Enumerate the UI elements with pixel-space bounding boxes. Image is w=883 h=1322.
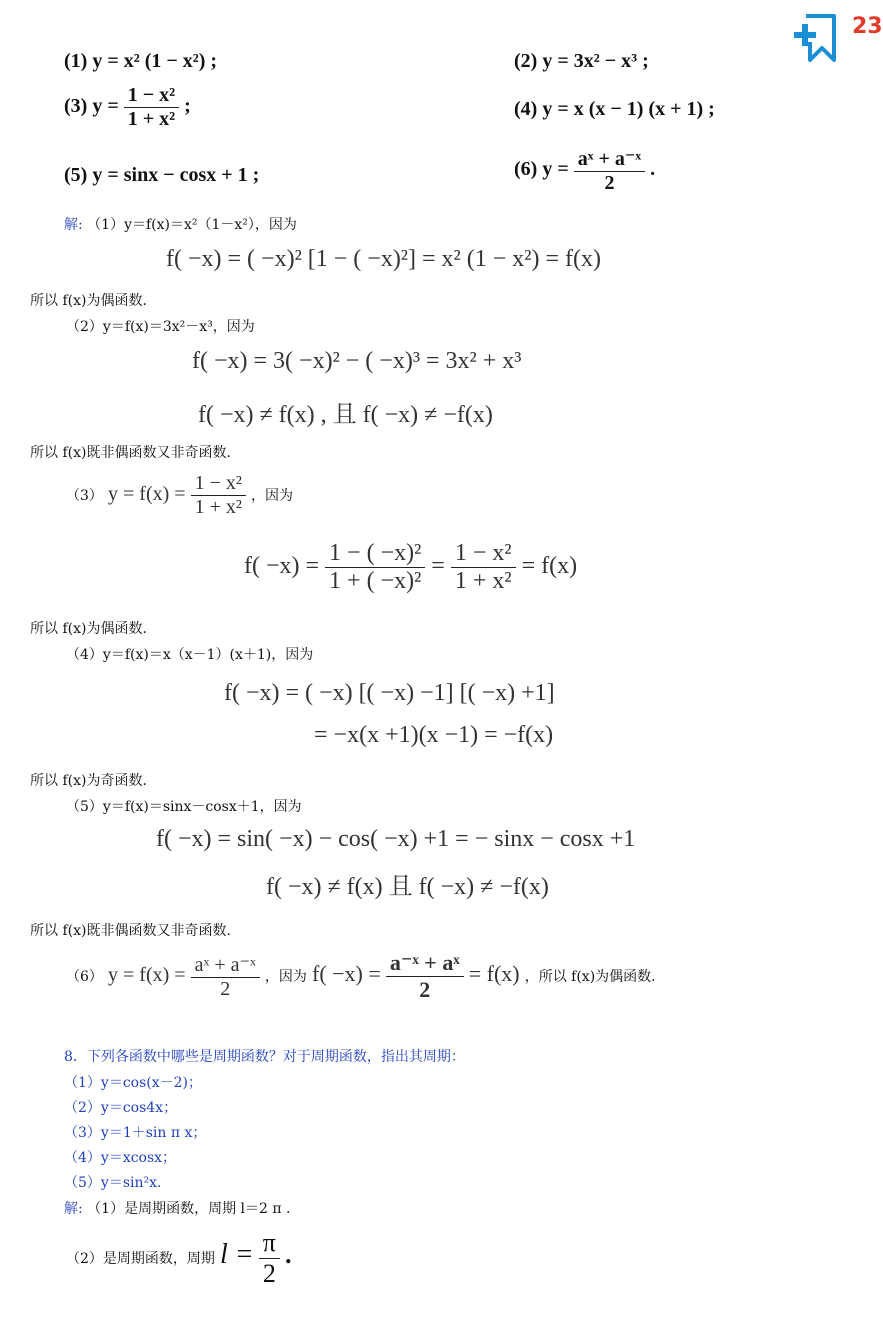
problem-label: (2) [514, 50, 538, 72]
fraction [191, 472, 246, 519]
problem-5 [64, 164, 259, 187]
answer-lhs: l = [220, 1239, 254, 1270]
answer-label: 解: [64, 1201, 83, 1217]
denominator: 2 [220, 978, 231, 1000]
problem-2 [514, 50, 649, 73]
answer-text: （2）是周期函数，周期 [66, 1251, 215, 1267]
problem-expr: y = x² (1 − x²) ; [92, 50, 218, 72]
question-8-item: （1）y＝cos(x－2)； [64, 1075, 202, 1091]
solution-1-conclusion: 所以 f(x)为偶函数. [30, 293, 147, 309]
answer-text: （1）是周期函数，周期 l＝2 π . [87, 1201, 291, 1217]
solution-1-math: f( −x) = ( −x)² [1 − ( −x)²] = x² (1 − x²) = f(x) [166, 246, 601, 272]
problem-label: (3) [64, 95, 88, 118]
problem-6 [514, 146, 655, 195]
fraction [124, 84, 179, 131]
numerator: aˣ + a⁻ˣ [191, 952, 260, 978]
denominator: 1 + ( −x)² [329, 568, 422, 594]
numerator: aˣ + a⁻ˣ [574, 146, 645, 172]
solution-1-line [64, 214, 297, 234]
numerator: 1 − x² [451, 540, 516, 568]
math-eq: = [431, 553, 445, 580]
question-8-item: （5）y＝sin²x. [64, 1175, 162, 1191]
solution-4-math-1: f( −x) = ( −x) [( −x) −1] [( −x) +1] [224, 680, 555, 706]
solution-2-math-2: f( −x) ≠ f(x) , 且 f( −x) ≠ −f(x) [198, 402, 493, 428]
solution-5-math-1: f( −x) = sin( −x) − cos( −x) +1 = − sinx − cosx +1 [156, 826, 636, 852]
math-rhs: = f(x) [521, 553, 578, 580]
solution-2-line: （2）y＝f(x)＝3x²－x³，因为 [66, 319, 255, 335]
solution-label: （6） [66, 969, 103, 985]
denominator: 2 [604, 172, 615, 194]
question-8-answer-1 [64, 1198, 290, 1218]
solution-4-conclusion: 所以 f(x)为奇函数. [30, 773, 147, 789]
problem-label: (1) [64, 50, 88, 72]
solution-2-math-1: f( −x) = 3( −x)² − ( −x)³ = 3x² + x³ [192, 348, 522, 374]
question-8-title: 8．下列各函数中哪些是周期函数？对于周期函数，指出其周期： [64, 1049, 465, 1065]
numerator: π [259, 1228, 280, 1259]
math-lhs: f( −x) = [244, 553, 320, 580]
fraction [386, 950, 464, 1003]
problem-expr: y = x (x − 1) (x + 1) ; [542, 98, 715, 120]
solution-5-line: （5）y＝f(x)＝sinx－cosx＋1，因为 [66, 799, 302, 815]
solution-6-line [66, 950, 656, 1003]
problem-4 [514, 98, 715, 121]
problem-label: (6) [514, 158, 538, 181]
solution-lhs: y = f(x) = [108, 964, 186, 986]
solution-mid: ，因为 [264, 969, 307, 985]
question-8-item: （4）y＝xcosx； [64, 1150, 177, 1166]
math-lhs: f( −x) = [312, 961, 381, 986]
numerator: a⁻ˣ + aˣ [386, 950, 464, 977]
solution-text: （1）y＝f(x)＝x²（1－x²），因为 [87, 217, 297, 233]
problem-lhs: y = [542, 158, 569, 181]
solution-3-conclusion: 所以 f(x)为偶函数. [30, 621, 147, 637]
numerator: 1 − ( −x)² [325, 540, 425, 568]
problem-expr: y = sinx − cosx + 1 ; [92, 164, 260, 186]
problem-3 [64, 84, 191, 131]
problem-label: (5) [64, 164, 88, 186]
solution-lhs: y = f(x) = [108, 483, 186, 505]
solution-5-math-2: f( −x) ≠ f(x) 且 f( −x) ≠ −f(x) [266, 874, 549, 900]
problem-tail: . [650, 158, 656, 181]
denominator: 1 + x² [127, 108, 176, 130]
question-8-item: （2）y＝cos4x； [64, 1100, 178, 1116]
fraction [191, 952, 260, 1001]
problem-label: (4) [514, 98, 538, 120]
fraction [259, 1228, 280, 1289]
denominator: 1 + x² [454, 568, 512, 594]
page-number: 23 [852, 14, 883, 39]
numerator: 1 − x² [191, 472, 246, 496]
problem-expr: y = 3x² − x³ ; [542, 50, 649, 72]
solution-tail: ，因为 [251, 488, 294, 504]
solution-label: 解: [64, 217, 83, 233]
solution-4-line: （4）y＝f(x)＝x（x－1）(x＋1)，因为 [66, 647, 314, 663]
bookmark-plus-icon[interactable] [792, 12, 838, 64]
numerator: 1 − x² [124, 84, 179, 108]
solution-4-math-2: = −x(x +1)(x −1) = −f(x) [314, 722, 554, 748]
question-8-item: （3）y＝1＋sin π x； [64, 1125, 207, 1141]
denominator: 2 [262, 1259, 276, 1288]
answer-tail: . [285, 1240, 292, 1269]
fraction [574, 146, 645, 195]
fraction [325, 540, 425, 595]
fraction [451, 540, 516, 595]
solution-2-conclusion: 所以 f(x)既非偶函数又非奇函数. [30, 445, 231, 461]
problem-lhs: y = [92, 95, 119, 118]
solution-5-conclusion: 所以 f(x)既非偶函数又非奇函数. [30, 923, 231, 939]
solution-3-line [66, 472, 293, 519]
solution-conclusion: ，所以 f(x)为偶函数. [524, 969, 656, 985]
problem-tail: ; [184, 95, 191, 118]
question-8-answer-2 [66, 1228, 292, 1289]
problem-1 [64, 50, 217, 73]
denominator: 1 + x² [194, 496, 242, 518]
math-rhs: = f(x) [468, 961, 520, 986]
solution-label: （3） [66, 488, 103, 504]
denominator: 2 [419, 977, 431, 1002]
solution-3-math [244, 540, 577, 595]
